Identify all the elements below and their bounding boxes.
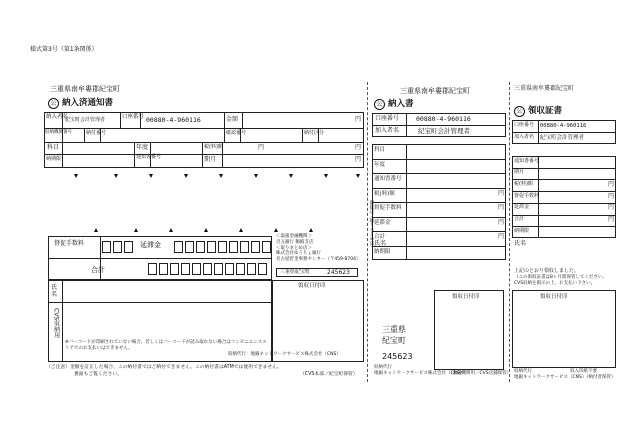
- fee-label: 督促手数料: [54, 240, 85, 247]
- s2-row-yen: 円: [498, 233, 505, 240]
- received-message: [514, 268, 616, 288]
- digit-box: [174, 241, 183, 253]
- issuer-title: 三重県南牟婁郡紀宝町: [50, 85, 120, 93]
- account-label: 口座番号: [375, 115, 400, 122]
- stub-label: （金融機関用／CVS店舗保管）: [448, 371, 512, 376]
- cvs-stub-label: （納付者保管）: [584, 375, 616, 380]
- public-mark-icon: 公: [374, 99, 385, 110]
- digit-box: [225, 263, 234, 275]
- fold-mark-icon: [309, 228, 313, 232]
- confirm-no-label: 確認番号: [226, 130, 247, 136]
- digit-box: [236, 263, 245, 275]
- section1-title: 納入済通知書: [62, 98, 114, 108]
- payer-label: 納入者名: [46, 114, 69, 120]
- cvs-label: CVS収納用: [52, 308, 60, 339]
- amount-yen: 円: [355, 116, 362, 123]
- s3-row-label: 期月: [514, 169, 525, 176]
- digit-box: [207, 241, 216, 253]
- bank-info-line: 名古屋貯金事務センター（〒459-8704）: [276, 257, 361, 263]
- cvs-stub-label: （CVS本部／紀宝町保管）: [300, 372, 358, 377]
- s2-row-label: 督促手数料: [374, 205, 402, 211]
- s2-row-yen: 円: [498, 218, 505, 226]
- cvs-service: 地銀ネットワークサービス（CNS）: [514, 375, 587, 380]
- perforation: [509, 82, 510, 382]
- form-label: 様式第3号（第1条関係）: [30, 46, 98, 53]
- tax-label: 税(料)額: [204, 144, 223, 150]
- footer-note-2: 裏面もご覧ください。: [74, 372, 122, 377]
- fold-mark-icon: [254, 174, 258, 178]
- issuer-title: 三重県南牟婁郡紀宝町: [514, 85, 575, 92]
- payer-value: 紀宝町会計管理者: [540, 135, 585, 141]
- section2-title: 納入書: [388, 99, 414, 109]
- code-issuer: 三重県紀宝町: [280, 269, 311, 275]
- bank-info-line: 株式会社ゆうちょ銀行: [276, 251, 321, 257]
- bank-info-line: ＜取扱金融機関＞: [276, 234, 312, 239]
- name-label: 氏名: [374, 240, 387, 247]
- bank-info-line: 百五銀行 鵜殿支店: [276, 239, 314, 245]
- digit-box: [218, 241, 227, 253]
- s3-row-label: 督促手数料: [514, 192, 540, 199]
- account-number: 00880-4-960116: [416, 115, 471, 123]
- digit-box: [185, 241, 194, 253]
- code-value: 245623: [327, 269, 350, 276]
- s2-row-label: 納期限: [374, 248, 391, 255]
- issuer-title: 三重県南牟婁郡紀宝町: [400, 87, 470, 95]
- notice-no-label: 通知書番号: [136, 154, 162, 160]
- tax-yen: 円: [258, 144, 265, 151]
- fold-mark-icon: [239, 228, 243, 232]
- digit-box: [251, 241, 260, 253]
- receipt-stamp-label: 領収日付印: [540, 294, 568, 300]
- s3-row-label: 延滞金: [514, 204, 530, 211]
- town-line: 三重県: [382, 325, 406, 334]
- payer-value: 紀宝町会計管理者: [65, 117, 106, 123]
- receipt-stamp-area: [434, 290, 504, 370]
- s3-row-label: 納期限: [514, 227, 530, 234]
- s2-row-label: 延滞金: [374, 219, 391, 226]
- digit-box: [102, 241, 111, 253]
- town-line: 紀宝町: [382, 336, 406, 345]
- digit-box: [124, 241, 133, 253]
- s2-row-yen: 円: [498, 189, 505, 197]
- account-label: 口座番号: [514, 122, 535, 128]
- payment-period-label: 納期限: [46, 156, 62, 162]
- fold-mark-icon: [134, 228, 138, 232]
- period-label: 期月: [204, 156, 217, 163]
- s3-row-label: 通知書番号: [514, 157, 540, 164]
- agent-label: 収納代行: [374, 365, 392, 370]
- fold-mark-icon: [219, 174, 223, 178]
- arrears-label: 延滞金: [140, 241, 161, 249]
- account-number: 00880-4-960116: [540, 123, 587, 129]
- digit-box: [258, 263, 267, 275]
- digit-box: [240, 241, 249, 253]
- fold-mark-icon: [274, 228, 278, 232]
- digit-box: [181, 263, 190, 275]
- s2-row-label: 科目: [374, 147, 386, 153]
- section3-title: 領収証書: [528, 106, 563, 116]
- digit-box: [214, 263, 223, 275]
- cvs-service: 地銀ネットワークサービス株式会社（CNS）: [374, 371, 465, 376]
- name-label: 氏名: [514, 240, 527, 247]
- account-number: 00880-4-960116: [146, 116, 201, 124]
- s3-row-yen: 円: [608, 204, 615, 212]
- receipt-stamp-area: [512, 290, 616, 368]
- s2-row-label: 税(料)額: [374, 190, 395, 197]
- receipt-stamp-label: 領収日付印: [298, 283, 326, 289]
- fold-mark-icon: [356, 174, 360, 178]
- s3-row-label: 税(料)額: [514, 180, 533, 187]
- s2-row-label: 年度: [374, 161, 386, 168]
- fold-mark-icon: [169, 228, 173, 232]
- public-mark-icon: 公: [48, 98, 59, 109]
- digit-box: [247, 263, 256, 275]
- fold-mark-icon: [94, 228, 98, 232]
- payer-label: 加入者名: [375, 127, 400, 134]
- bank-info: [276, 234, 364, 263]
- stamp-free-label: 収入印紙不要: [570, 369, 597, 374]
- payer-label: 加入者名: [514, 134, 535, 140]
- barcode-note: ※バーコードが印刷されていない場合、若しくはバーコードが読み取れない場合はコンビニエンスストアでのお支払いはできません。: [65, 340, 267, 351]
- fold-mark-icon: [114, 174, 118, 178]
- institution-no-label: 収納機関番号: [45, 130, 72, 135]
- cvs-service: 収納代行：地銀ネットワークサービス株式会社（CNS）: [228, 352, 341, 357]
- payer-value: 紀宝町会計管理者: [418, 127, 470, 135]
- fold-mark-icon: [149, 174, 153, 178]
- amount-label: 金額: [226, 116, 239, 123]
- fold-mark-icon: [184, 174, 188, 178]
- digit-box: [262, 241, 271, 253]
- fold-mark-icon: [324, 174, 328, 178]
- section-receipt: [512, 82, 616, 382]
- s3-row-yen: 円: [608, 216, 615, 223]
- total-label: 合計: [91, 266, 105, 274]
- digit-box: [170, 263, 179, 275]
- receipt-stamp-area: [272, 280, 364, 362]
- section-payment-slip: [368, 82, 512, 382]
- s3-row-label: 合計: [514, 216, 525, 222]
- public-mark-icon: 公: [514, 106, 525, 117]
- side-text: 取扱店（取りまとめ店）: [368, 200, 374, 250]
- account-label: 口座番号: [122, 114, 145, 120]
- tax-yen2: 円: [355, 144, 362, 151]
- digit-box: [113, 241, 122, 253]
- receipt-stamp-label: 領収日付印: [452, 294, 480, 300]
- s2-row-label: 合計: [374, 234, 386, 240]
- code-value: 245623: [382, 352, 413, 361]
- year-label: 年度: [136, 144, 149, 151]
- digit-box: [196, 241, 205, 253]
- name-label: 氏名: [51, 284, 58, 298]
- section-payment-notice: [44, 82, 364, 382]
- s3-row-yen: 円: [608, 180, 615, 188]
- payment-type-label: 納付区分: [304, 130, 325, 136]
- agent-label: 収納代行: [514, 369, 532, 374]
- received-line: （この領収証書は8ヶ月間保管してください。: [514, 274, 607, 280]
- payment-no-label: 納付番号: [86, 130, 107, 136]
- digit-box: [159, 263, 168, 275]
- fold-mark-icon: [204, 228, 208, 232]
- bank-info-line: ＜取りまとめ店＞: [276, 245, 312, 251]
- s2-row-yen: 円: [498, 204, 505, 211]
- fold-mark-icon: [289, 174, 293, 178]
- received-line: CVS収納を掲示の上、お支払い下さい。: [514, 281, 596, 286]
- digit-box: [148, 263, 157, 275]
- received-line: 上記のとおり領収しました。: [514, 268, 580, 274]
- digit-box: [229, 241, 238, 253]
- period-yen: 円: [355, 156, 362, 163]
- footer-note: （ご注意）金額を訂正した場合、この納付書ではご納付できません。この納付書はATMでは使用できません。: [46, 365, 283, 370]
- s3-row-yen: 円: [608, 192, 615, 200]
- subject-label: 科目: [47, 144, 60, 151]
- digit-box: [192, 263, 201, 275]
- s2-row-label: 通知書番号: [374, 176, 402, 182]
- fold-mark-icon: [74, 174, 78, 178]
- digit-box: [203, 263, 212, 275]
